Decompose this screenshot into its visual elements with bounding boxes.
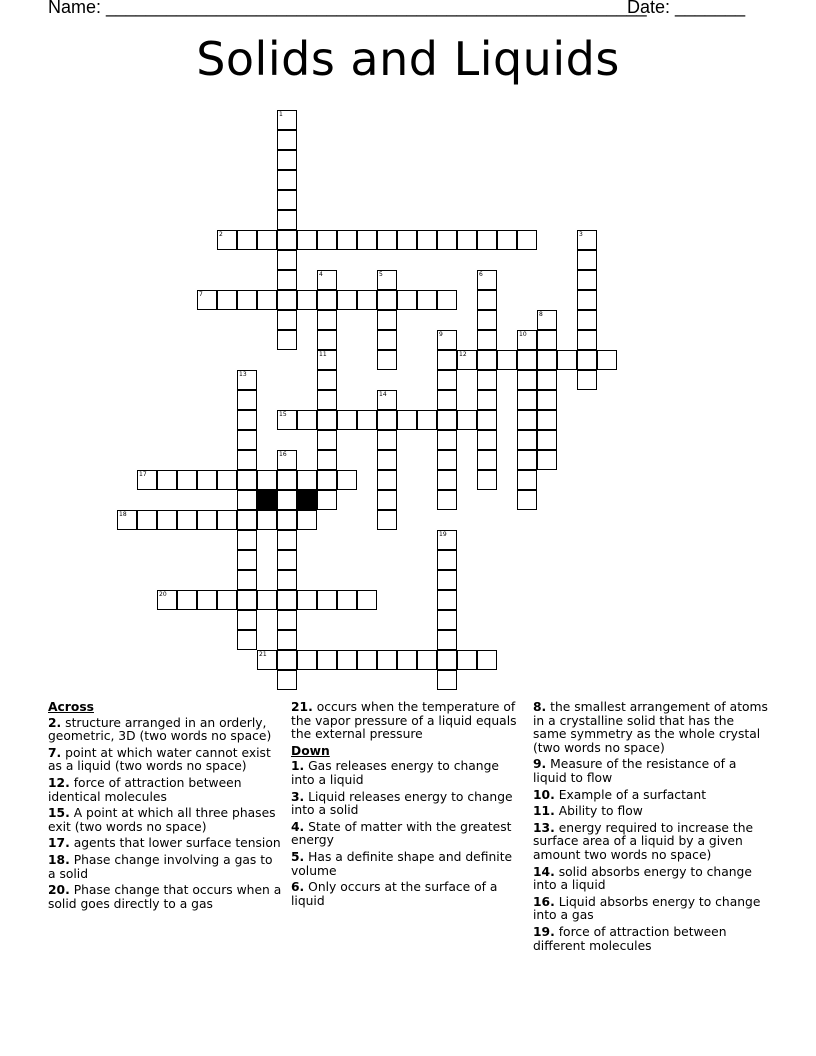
clue-item xyxy=(533,758,769,785)
clue-number-label: 6 xyxy=(479,271,483,278)
clue-item xyxy=(48,854,284,881)
crossword-cell[interactable] xyxy=(577,330,597,350)
crossword-cell[interactable] xyxy=(337,290,357,310)
clue-number-label: 21 xyxy=(259,651,267,658)
crossword-cell[interactable] xyxy=(517,350,537,370)
crossword-cell[interactable] xyxy=(437,670,457,690)
crossword-cell[interactable] xyxy=(477,310,497,330)
crossword-cell[interactable] xyxy=(457,410,477,430)
crossword-cell[interactable] xyxy=(477,370,497,390)
crossword-cell[interactable] xyxy=(337,590,357,610)
crossword-cell[interactable] xyxy=(237,230,257,250)
crossword-cell[interactable] xyxy=(277,650,297,670)
clue-number-label: 11 xyxy=(319,351,327,358)
crossword-cell[interactable] xyxy=(237,370,257,390)
clue-text: Phase change that occurs when a solid goes directly to a gas xyxy=(48,883,282,911)
clue-number: 7. xyxy=(48,745,62,760)
crossword-cell[interactable] xyxy=(257,590,277,610)
crossword-cell[interactable] xyxy=(277,270,297,290)
crossword-cell[interactable] xyxy=(237,490,257,510)
crossword-cell[interactable] xyxy=(137,510,157,530)
crossword-cell[interactable] xyxy=(297,290,317,310)
crossword-cell[interactable] xyxy=(337,470,357,490)
clue-number: 9. xyxy=(533,757,547,772)
clue-number: 5. xyxy=(291,849,305,864)
crossword-cell[interactable] xyxy=(277,330,297,350)
crossword-cell[interactable] xyxy=(397,290,417,310)
crossword-cell[interactable] xyxy=(577,270,597,290)
clue-number-label: 9 xyxy=(439,331,443,338)
crossword-cell[interactable] xyxy=(537,430,557,450)
clue-number: 21. xyxy=(291,700,313,714)
clue-number-label: 20 xyxy=(159,591,167,598)
clue-text: Liquid absorbs energy to change into a gas xyxy=(533,894,761,923)
crossword-cell[interactable] xyxy=(537,350,557,370)
crossword-cell[interactable] xyxy=(437,650,457,670)
clue-number: 15. xyxy=(48,806,70,821)
crossword-cell[interactable] xyxy=(277,630,297,650)
black-square xyxy=(257,490,277,510)
down-heading: Down xyxy=(291,743,330,758)
clues-column-3 xyxy=(533,701,769,956)
crossword-cell[interactable] xyxy=(497,350,517,370)
clue-text: State of matter with the greatest energy xyxy=(291,819,512,848)
clue-text: occurs when the temperature of the vapor pressure of a liquid equals the external pressure xyxy=(291,700,517,742)
clue-number: 17. xyxy=(48,836,70,851)
crossword-cell[interactable] xyxy=(317,450,337,470)
clue-item xyxy=(48,837,284,851)
crossword-cell[interactable] xyxy=(437,630,457,650)
crossword-cell[interactable] xyxy=(517,450,537,470)
clue-text: solid absorbs energy to change into a liquid xyxy=(533,864,752,893)
clue-number: 10. xyxy=(533,787,555,802)
clue-text: agents that lower surface tension xyxy=(73,836,281,851)
crossword-cell[interactable] xyxy=(377,490,397,510)
crossword-cell[interactable] xyxy=(277,450,297,470)
crossword-cell[interactable] xyxy=(237,290,257,310)
clue-text: force of attraction between different molecules xyxy=(533,924,727,953)
crossword-cell[interactable] xyxy=(317,470,337,490)
crossword-cell[interactable] xyxy=(317,390,337,410)
date-line[interactable]: Date: _______ xyxy=(627,0,746,17)
clue-number: 3. xyxy=(291,789,305,804)
crossword-cell[interactable] xyxy=(317,230,337,250)
clue-number-label: 14 xyxy=(379,391,387,398)
crossword-cell[interactable] xyxy=(437,410,457,430)
crossword-cell[interactable] xyxy=(517,230,537,250)
crossword-cell[interactable] xyxy=(417,650,437,670)
crossword-cell[interactable] xyxy=(277,590,297,610)
crossword-cell[interactable] xyxy=(477,470,497,490)
crossword-cell[interactable] xyxy=(337,230,357,250)
crossword-cell[interactable] xyxy=(357,290,377,310)
crossword-cell[interactable] xyxy=(437,350,457,370)
crossword-cell[interactable] xyxy=(437,570,457,590)
clue-number: 1. xyxy=(291,759,305,774)
crossword-cell[interactable] xyxy=(197,590,217,610)
clue-text: the smallest arrangement of atoms in a crystalline solid that has the same symmetry as the whole crystal (two words no space) xyxy=(533,700,768,755)
clue-number: 11. xyxy=(533,804,555,819)
crossword-cell[interactable] xyxy=(377,410,397,430)
clue-text: Measure of the resistance of a liquid to flow xyxy=(533,757,737,785)
crossword-cell[interactable] xyxy=(177,510,197,530)
crossword-cell[interactable] xyxy=(217,510,237,530)
crossword-cell[interactable] xyxy=(217,590,237,610)
crossword-cell[interactable] xyxy=(237,470,257,490)
across-heading: Across xyxy=(48,700,94,714)
clue-item xyxy=(533,822,769,863)
crossword-cell[interactable] xyxy=(597,350,617,370)
clue-text: Phase change involving a gas to a solid xyxy=(48,852,273,881)
crossword-cell[interactable] xyxy=(557,350,577,370)
crossword-cell[interactable] xyxy=(277,190,297,210)
crossword-cell[interactable] xyxy=(317,330,337,350)
crossword-cell[interactable] xyxy=(497,230,517,250)
crossword-cell[interactable] xyxy=(397,410,417,430)
crossword-cell[interactable] xyxy=(357,410,377,430)
crossword-cell[interactable] xyxy=(437,490,457,510)
crossword-cell[interactable] xyxy=(317,430,337,450)
clue-number-label: 3 xyxy=(579,231,583,238)
crossword-cell[interactable] xyxy=(317,650,337,670)
crossword-cell[interactable] xyxy=(277,250,297,270)
crossword-cell[interactable] xyxy=(577,230,597,250)
black-square xyxy=(297,490,317,510)
clue-number: 18. xyxy=(48,852,70,867)
crossword-cell[interactable] xyxy=(157,510,177,530)
clue-number: 19. xyxy=(533,924,555,939)
clue-number: 8. xyxy=(533,700,547,714)
crossword-cell[interactable] xyxy=(237,590,257,610)
clue-item xyxy=(533,926,769,953)
clue-number-label: 5 xyxy=(379,271,383,278)
clue-number: 2. xyxy=(48,715,62,730)
crossword-cell[interactable] xyxy=(337,650,357,670)
crossword-cell[interactable] xyxy=(437,550,457,570)
crossword-cell[interactable] xyxy=(297,470,317,490)
crossword-cell[interactable] xyxy=(297,510,317,530)
clue-number-label: 13 xyxy=(239,371,247,378)
crossword-cell[interactable] xyxy=(217,290,237,310)
crossword-cell[interactable] xyxy=(277,110,297,130)
clue-number-label: 17 xyxy=(139,471,147,478)
crossword-cell[interactable] xyxy=(537,450,557,470)
clue-text: Has a definite shape and definite volume xyxy=(291,849,513,878)
crossword-cell[interactable] xyxy=(317,290,337,310)
clue-number: 16. xyxy=(533,894,555,909)
crossword-cell[interactable] xyxy=(277,510,297,530)
crossword-cell[interactable] xyxy=(377,430,397,450)
crossword-cell[interactable] xyxy=(477,270,497,290)
crossword-cell[interactable] xyxy=(237,610,257,630)
crossword-cell[interactable] xyxy=(257,470,277,490)
crossword-cell[interactable] xyxy=(277,550,297,570)
crossword-cell[interactable] xyxy=(437,450,457,470)
crossword-cell[interactable] xyxy=(377,350,397,370)
crossword-cell[interactable] xyxy=(277,530,297,550)
crossword-cell[interactable] xyxy=(297,590,317,610)
clue-item xyxy=(48,807,284,834)
crossword-cell[interactable] xyxy=(377,470,397,490)
crossword-cell[interactable] xyxy=(217,470,237,490)
crossword-cell[interactable] xyxy=(477,650,497,670)
clue-item xyxy=(291,760,525,787)
crossword-cell[interactable] xyxy=(197,470,217,490)
crossword-cell[interactable] xyxy=(277,410,297,430)
clue-number: 12. xyxy=(48,775,70,790)
clue-number-label: 12 xyxy=(459,351,467,358)
crossword-cell[interactable] xyxy=(437,230,457,250)
crossword-cell[interactable] xyxy=(117,510,137,530)
crossword-cell[interactable] xyxy=(517,390,537,410)
crossword-cell[interactable] xyxy=(257,510,277,530)
crossword-cell[interactable] xyxy=(477,450,497,470)
clue-item xyxy=(48,747,284,774)
crossword-cell[interactable] xyxy=(177,590,197,610)
crossword-cell[interactable] xyxy=(277,470,297,490)
crossword-cell[interactable] xyxy=(477,390,497,410)
crossword-cell[interactable] xyxy=(317,270,337,290)
clue-text: structure arranged in an orderly, geometric, 3D (two words no space) xyxy=(48,715,272,744)
crossword-cell[interactable] xyxy=(477,330,497,350)
crossword-cell[interactable] xyxy=(257,230,277,250)
crossword-cell[interactable] xyxy=(157,590,177,610)
clue-item xyxy=(48,884,284,911)
crossword-cell[interactable] xyxy=(577,250,597,270)
crossword-cell[interactable] xyxy=(377,270,397,290)
crossword-cell[interactable] xyxy=(277,610,297,630)
crossword-cell[interactable] xyxy=(337,410,357,430)
clue-text: Gas releases energy to change into a liquid xyxy=(291,759,499,787)
crossword-cell[interactable] xyxy=(377,310,397,330)
crossword-cell[interactable] xyxy=(237,630,257,650)
crossword-cell[interactable] xyxy=(297,410,317,430)
crossword-cell[interactable] xyxy=(277,670,297,690)
crossword-cell[interactable] xyxy=(357,590,377,610)
page-title: Solids and Liquids xyxy=(196,32,620,86)
crossword-cell[interactable] xyxy=(457,350,477,370)
crossword-cell[interactable] xyxy=(437,430,457,450)
clue-number-label: 19 xyxy=(439,531,447,538)
crossword-cell[interactable] xyxy=(257,650,277,670)
clue-item xyxy=(533,701,769,755)
clue-item xyxy=(291,821,525,848)
crossword-cell[interactable] xyxy=(457,650,477,670)
crossword-cell[interactable] xyxy=(477,410,497,430)
crossword-cell[interactable] xyxy=(277,170,297,190)
crossword-cell[interactable] xyxy=(417,290,437,310)
crossword-cell[interactable] xyxy=(517,330,537,350)
clue-text: point at which water cannot exist as a liquid (two words no space) xyxy=(48,745,271,774)
crossword-cell[interactable] xyxy=(477,290,497,310)
crossword-cell[interactable] xyxy=(277,230,297,250)
clue-number-label: 4 xyxy=(319,271,323,278)
crossword-cell[interactable] xyxy=(397,650,417,670)
crossword-cell[interactable] xyxy=(417,230,437,250)
clue-number: 4. xyxy=(291,819,305,834)
crossword-cell[interactable] xyxy=(397,230,417,250)
crossword-cell[interactable] xyxy=(357,230,377,250)
clue-number-label: 16 xyxy=(279,451,287,458)
clue-number-label: 18 xyxy=(119,511,127,518)
clue-item xyxy=(48,777,284,804)
crossword-cell[interactable] xyxy=(437,330,457,350)
crossword-cell[interactable] xyxy=(277,310,297,330)
crossword-cell[interactable] xyxy=(517,470,537,490)
crossword-cell[interactable] xyxy=(517,370,537,390)
clue-text: energy required to increase the surface area of a liquid by a given amount two words no space) xyxy=(533,820,754,862)
crossword-cell[interactable] xyxy=(537,330,557,350)
crossword-cell[interactable] xyxy=(437,390,457,410)
crossword-cell[interactable] xyxy=(377,650,397,670)
clue-item xyxy=(533,896,769,923)
clue-item xyxy=(533,805,769,819)
crossword-cell[interactable] xyxy=(377,230,397,250)
clue-item xyxy=(533,789,769,803)
crossword-cell[interactable] xyxy=(317,350,337,370)
crossword-cell[interactable] xyxy=(577,370,597,390)
crossword-cell[interactable] xyxy=(237,430,257,450)
crossword-cell[interactable] xyxy=(377,510,397,530)
crossword-cell[interactable] xyxy=(437,590,457,610)
clue-number-label: 10 xyxy=(519,331,527,338)
clue-number-label: 1 xyxy=(279,111,283,118)
crossword-cell[interactable] xyxy=(477,350,497,370)
crossword-cell[interactable] xyxy=(197,510,217,530)
crossword-cell[interactable] xyxy=(577,290,597,310)
crossword-cell[interactable] xyxy=(197,290,217,310)
crossword-cell[interactable] xyxy=(297,230,317,250)
crossword-cell[interactable] xyxy=(577,310,597,330)
crossword-cell[interactable] xyxy=(277,150,297,170)
crossword-cell[interactable] xyxy=(477,230,497,250)
crossword-cell[interactable] xyxy=(277,570,297,590)
crossword-cell[interactable] xyxy=(577,350,597,370)
crossword-cell[interactable] xyxy=(437,530,457,550)
crossword-cell[interactable] xyxy=(317,310,337,330)
clues-column-2 xyxy=(291,701,525,911)
crossword-cell[interactable] xyxy=(217,230,237,250)
crossword-cell[interactable] xyxy=(177,470,197,490)
crossword-cell[interactable] xyxy=(417,410,437,430)
crossword-cell[interactable] xyxy=(317,410,337,430)
clue-text: Only occurs at the surface of a liquid xyxy=(291,880,498,908)
clue-item xyxy=(291,881,525,908)
crossword-cell[interactable] xyxy=(317,590,337,610)
clue-number: 20. xyxy=(48,883,70,898)
clue-number: 14. xyxy=(533,864,555,879)
clue-number: 13. xyxy=(533,820,555,835)
crossword-cell[interactable] xyxy=(437,290,457,310)
clue-number: 6. xyxy=(291,880,305,895)
crossword-cell[interactable] xyxy=(377,290,397,310)
clues-column-1 xyxy=(48,701,284,914)
clue-item xyxy=(533,866,769,893)
crossword-cell[interactable] xyxy=(517,410,537,430)
crossword-cell[interactable] xyxy=(437,470,457,490)
crossword-cell[interactable] xyxy=(237,450,257,470)
crossword-cell[interactable] xyxy=(437,370,457,390)
crossword-cell[interactable] xyxy=(297,650,317,670)
crossword-cell[interactable] xyxy=(277,290,297,310)
clue-text: Ability to flow xyxy=(558,804,643,819)
crossword-cell[interactable] xyxy=(277,210,297,230)
crossword-cell[interactable] xyxy=(157,470,177,490)
crossword-cell[interactable] xyxy=(517,430,537,450)
clue-item xyxy=(291,701,525,742)
crossword-cell[interactable] xyxy=(237,530,257,550)
crossword-cell[interactable] xyxy=(437,610,457,630)
crossword-cell[interactable] xyxy=(537,370,557,390)
crossword-cell[interactable] xyxy=(237,410,257,430)
clue-number-label: 2 xyxy=(219,231,223,238)
crossword-cell[interactable] xyxy=(537,410,557,430)
clue-number-label: 8 xyxy=(539,311,543,318)
clue-item xyxy=(291,851,525,878)
clue-text: Liquid releases energy to change into a solid xyxy=(291,789,513,818)
clue-text: force of attraction between identical molecules xyxy=(48,775,242,804)
crossword-cell[interactable] xyxy=(237,550,257,570)
clue-number-label: 15 xyxy=(279,411,287,418)
crossword-cell[interactable] xyxy=(477,430,497,450)
crossword-cell[interactable] xyxy=(317,490,337,510)
clue-text: A point at which all three phases exit (two words no space) xyxy=(48,806,276,834)
clue-item xyxy=(48,717,284,744)
crossword-cell[interactable] xyxy=(317,370,337,390)
clue-text: Example of a surfactant xyxy=(558,787,707,802)
crossword-cell[interactable] xyxy=(277,490,297,510)
crossword-cell[interactable] xyxy=(457,230,477,250)
crossword-cell[interactable] xyxy=(377,450,397,470)
clue-item xyxy=(291,791,525,818)
crossword-cell[interactable] xyxy=(537,390,557,410)
crossword-cell[interactable] xyxy=(517,490,537,510)
crossword-cell[interactable] xyxy=(537,310,557,330)
name-line[interactable]: Name: ______________________________________________________ xyxy=(48,0,647,17)
crossword-cell[interactable] xyxy=(257,290,277,310)
crossword-cell[interactable] xyxy=(357,650,377,670)
crossword-cell[interactable] xyxy=(237,570,257,590)
crossword-cell[interactable] xyxy=(277,130,297,150)
clue-number-label: 7 xyxy=(199,291,203,298)
crossword-cell[interactable] xyxy=(137,470,157,490)
crossword-cell[interactable] xyxy=(237,510,257,530)
crossword-cell[interactable] xyxy=(237,390,257,410)
crossword-cell[interactable] xyxy=(377,330,397,350)
crossword-cell[interactable] xyxy=(377,390,397,410)
